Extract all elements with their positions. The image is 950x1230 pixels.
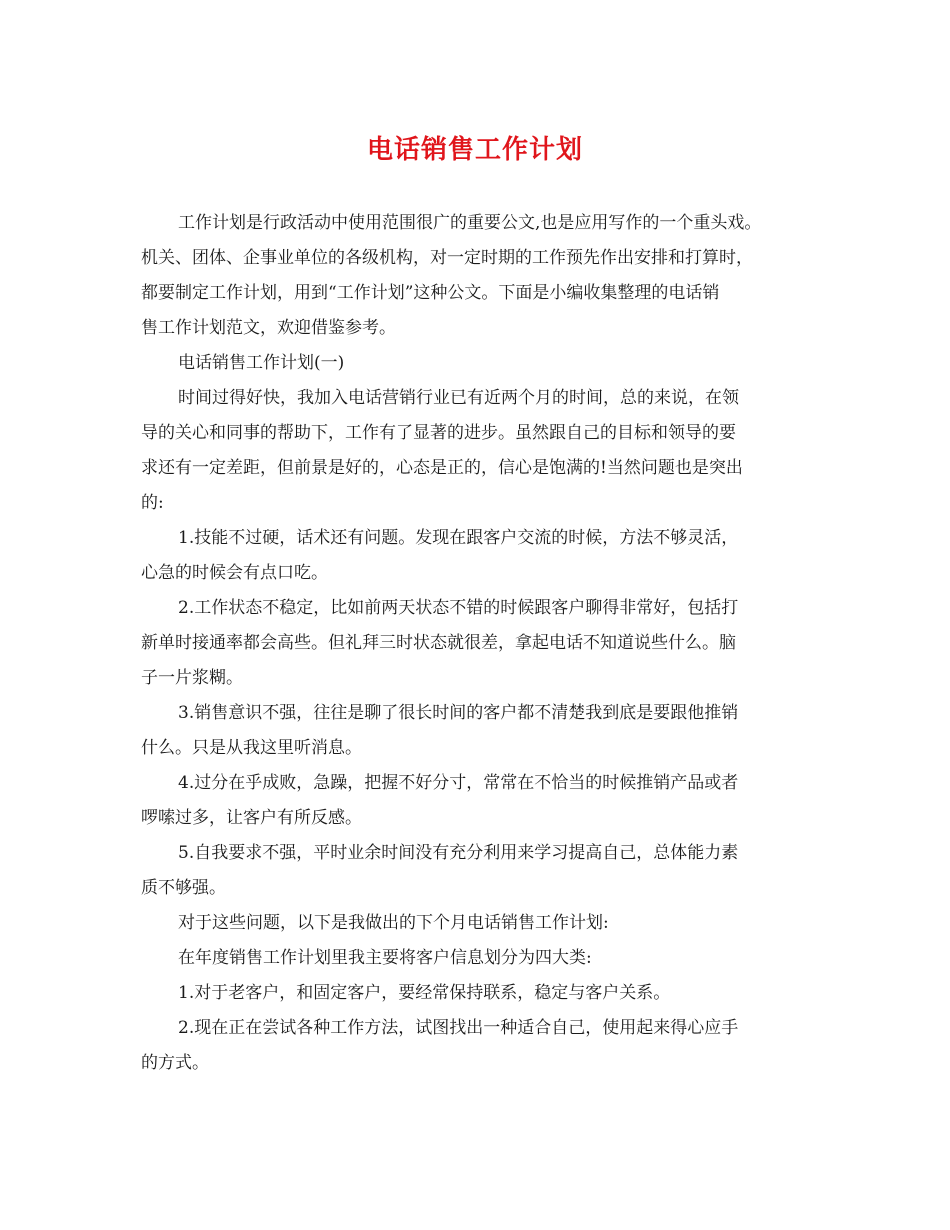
text-line: 子一片浆糊。	[141, 668, 243, 688]
paragraph	[141, 206, 811, 346]
text-line: 都要制定工作计划，用到“工作计划”这种公文。下面是小编收集整理的电话销	[141, 283, 720, 303]
text-line: 导的关心和同事的帮助下，工作有了显著的进步。虽然跟自己的目标和领导的要	[141, 423, 736, 443]
list-item	[141, 696, 811, 766]
text-line: 机关、团体、企事业单位的各级机构，对一定时期的工作预先作出安排和打算时，	[141, 248, 753, 268]
text-line: 3.销售意识不强，往往是聊了很长时间的客户都不清楚我到底是要跟他推销	[178, 703, 739, 723]
list-item	[141, 976, 811, 1011]
text-line: 的方式。	[141, 1053, 209, 1073]
text-line: 新单时接通率都会高些。但礼拜三时状态就很差，拿起电话不知道说些什么。脑	[141, 633, 736, 653]
text-line: 4.过分在乎成败，急躁，把握不好分寸，常常在不恰当的时候推销产品或者	[178, 773, 739, 793]
paragraph	[141, 381, 811, 521]
text-line: 电话销售工作计划(一)	[178, 353, 345, 373]
text-line: 5.自我要求不强，平时业余时间没有充分利用来学习提高自己，总体能力素	[178, 843, 739, 863]
text-line: 1.对于老客户，和固定客户，要经常保持联系，稳定与客户关系。	[178, 983, 671, 1003]
text-line: 2.现在正在尝试各种工作方法，试图找出一种适合自己，使用起来得心应手	[178, 1018, 739, 1038]
section-heading	[141, 346, 811, 381]
text-line: 在年度销售工作计划里我主要将客户信息划分为四大类:	[178, 948, 592, 968]
list-item	[141, 591, 811, 696]
paragraph	[141, 906, 811, 941]
list-item	[141, 1011, 811, 1081]
text-line: 1.技能不过硬，话术还有问题。发现在跟客户交流的时候，方法不够灵活，	[178, 528, 739, 548]
list-item	[141, 836, 811, 906]
paragraph	[141, 941, 811, 976]
text-line: 什么。只是从我这里听消息。	[141, 738, 362, 758]
list-item	[141, 766, 811, 836]
text-line: 时间过得好快，我加入电话营销行业已有近两个月的时间，总的来说，在领	[178, 388, 739, 408]
text-line: 心急的时候会有点口吃。	[141, 563, 328, 583]
text-line: 工作计划是行政活动中使用范围很广的重要公文,也是应用写作的一个重头戏。	[178, 213, 762, 233]
document-title: 电话销售工作计划	[366, 135, 583, 165]
text-line: 求还有一定差距，但前景是好的，心态是正的，信心是饱满的!当然问题也是突出	[141, 458, 743, 478]
document-body	[141, 206, 811, 1081]
text-line: 对于这些问题，以下是我做出的下个月电话销售工作计划:	[178, 913, 609, 933]
text-line: 质不够强。	[141, 878, 226, 898]
text-line: 2.工作状态不稳定，比如前两天状态不错的时候跟客户聊得非常好，包括打	[178, 598, 739, 618]
text-line: 售工作计划范文，欢迎借鉴参考。	[141, 318, 396, 338]
text-line: 的:	[141, 493, 164, 513]
text-line: 啰嗦过多，让客户有所反感。	[141, 808, 362, 828]
list-item	[141, 521, 811, 591]
